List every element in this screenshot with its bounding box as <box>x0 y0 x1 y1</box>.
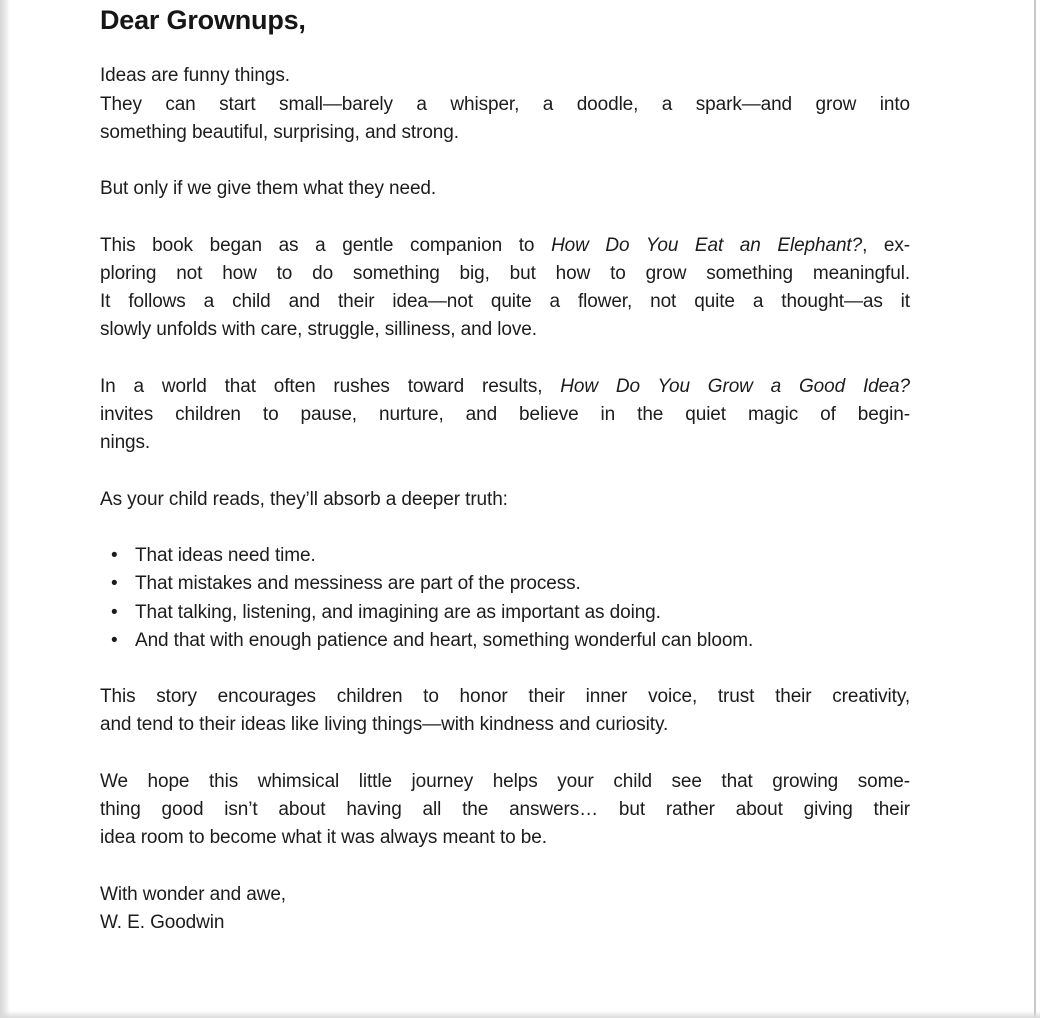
bullet-text: That mistakes and messiness are part of the process. <box>135 573 581 595</box>
bullet-text: That talking, listening, and imagining are as important as doing. <box>135 601 661 623</box>
paragraph <box>100 486 910 514</box>
paragraph <box>100 62 910 147</box>
bullet-item <box>100 570 910 598</box>
text-segment: As your child reads, they’ll absorb a deeper truth: <box>100 488 508 510</box>
text-segment: slowly unfolds with care, struggle, silliness, and love. <box>100 319 537 341</box>
letter-line <box>100 119 910 147</box>
letter-line <box>100 429 910 457</box>
letter-line <box>100 175 910 203</box>
text-segment: Ideas are funny things. <box>100 65 290 87</box>
letter-line <box>100 288 910 316</box>
paragraph <box>100 768 910 853</box>
text-segment: With wonder and awe, <box>100 883 286 905</box>
paragraph <box>100 881 910 938</box>
letter-line <box>100 401 910 429</box>
bullet-item <box>100 627 910 655</box>
text-segment: This book began as a gentle companion to <box>100 234 552 256</box>
bullet-icon: • <box>111 573 118 595</box>
letter-line <box>100 62 910 90</box>
paragraph <box>100 373 910 458</box>
letter-line <box>100 486 910 514</box>
text-segment: thing good isn’t about having all the answers… but rather about giving their <box>100 799 910 821</box>
text-segment: In a world that often rushes toward results, <box>100 375 561 397</box>
book-title-italic: How Do You Eat an Elephant? <box>551 234 863 256</box>
letter-line <box>100 909 910 937</box>
letter-body <box>100 62 910 937</box>
letter-line <box>100 91 910 119</box>
letter-line <box>100 373 910 401</box>
letter-line <box>100 711 910 739</box>
letter-line <box>100 824 910 852</box>
text-segment: It follows a child and their idea—not quite a flower, not quite a thought—as it <box>100 291 910 313</box>
text-segment: , ex- <box>862 234 911 256</box>
text-segment: something beautiful, surprising, and strong. <box>100 121 459 143</box>
bullet-icon: • <box>111 544 118 566</box>
letter-line <box>100 232 910 260</box>
text-segment: idea room to become what it was always meant to be. <box>100 827 547 849</box>
text-segment: invites children to pause, nurture, and believe in the quiet magic of begin- <box>100 404 910 426</box>
text-segment: We hope this whimsical little journey helps your child see that growing some- <box>100 770 910 792</box>
text-segment: This story encourages children to honor their inner voice, trust their creativity, <box>100 686 910 708</box>
bullet-item <box>100 542 910 570</box>
book-title-italic: How Do You Grow a Good Idea? <box>560 375 910 397</box>
letter-line <box>100 260 910 288</box>
text-segment: They can start small—barely a whisper, a doodle, a spark—and grow into <box>100 93 910 115</box>
letter-heading: Dear Grownups, <box>100 5 306 35</box>
bullet-icon: • <box>111 629 118 651</box>
letter-line <box>100 881 910 909</box>
text-segment: nings. <box>100 432 151 454</box>
letter-line <box>100 768 910 796</box>
text-segment: But only if we give them what they need. <box>100 178 437 200</box>
bullet-icon: • <box>111 601 118 623</box>
letter-line <box>100 796 910 824</box>
text-segment: W. E. Goodwin <box>100 911 225 933</box>
text-segment: ploring not how to do something big, but how to grow something meaningful. <box>100 262 910 284</box>
letter-content <box>100 4 910 937</box>
page-bottom-edge <box>0 1011 1040 1018</box>
bullet-item <box>100 599 910 627</box>
letter-line <box>100 683 910 711</box>
paragraph <box>100 175 910 203</box>
paragraph <box>100 232 910 345</box>
bullet-text: And that with enough patience and heart, something wonderful can bloom. <box>135 629 754 651</box>
paragraph <box>100 683 910 740</box>
page-left-edge <box>0 0 10 1018</box>
page-right-edge <box>1034 0 1036 1018</box>
text-segment: and tend to their ideas like living things—with kindness and curiosity. <box>100 714 669 736</box>
bullet-text: That ideas need time. <box>135 544 316 566</box>
bullet-list <box>100 542 910 655</box>
letter-line <box>100 316 910 344</box>
